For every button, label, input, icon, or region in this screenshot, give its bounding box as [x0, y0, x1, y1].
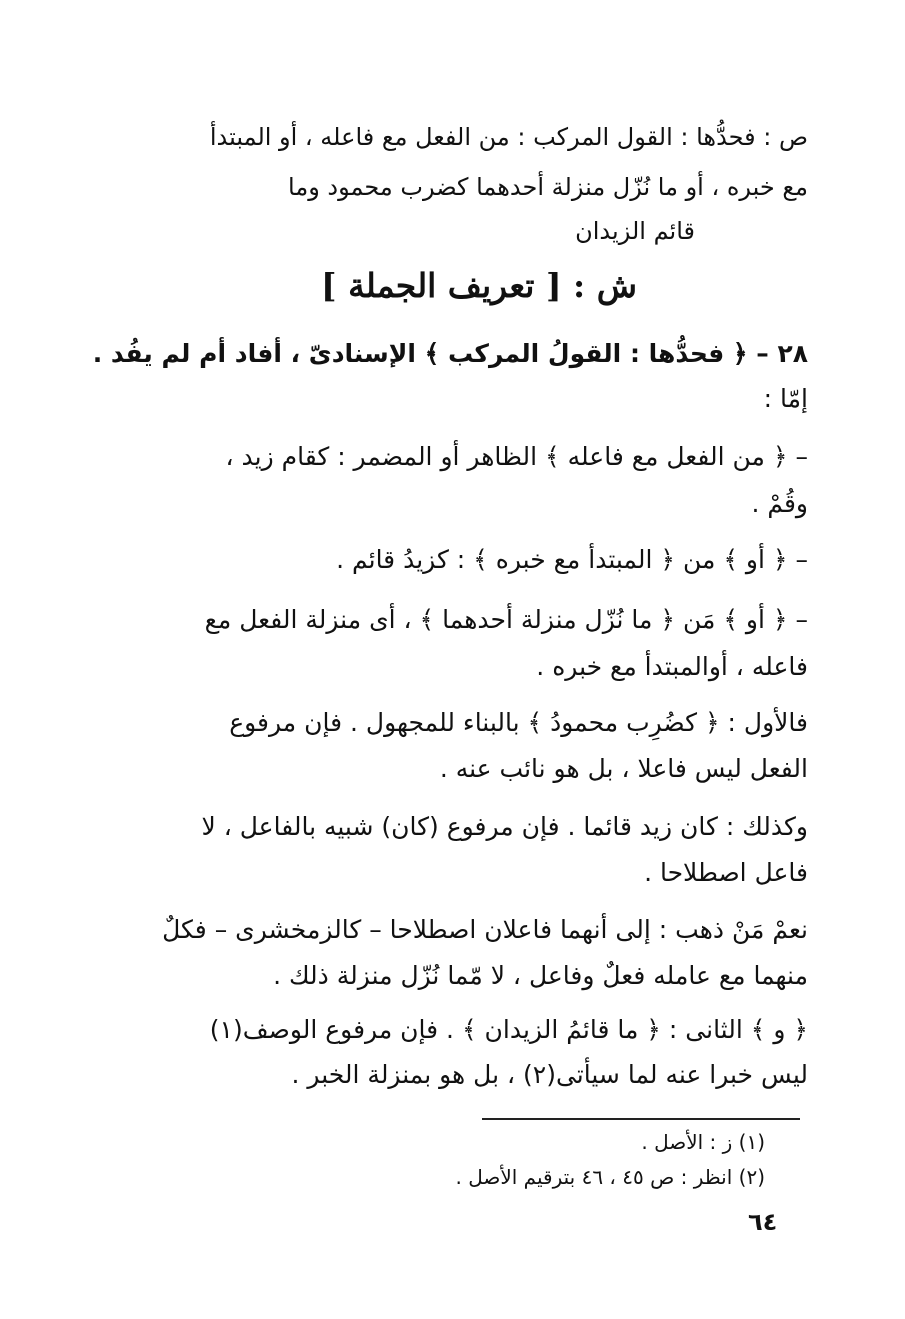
footnote-divider — [482, 1118, 800, 1120]
section-heading: ش : [ تعريف الجملة ] — [320, 266, 637, 305]
page-number: ٦٤ — [748, 1208, 778, 1236]
paragraph-line: ﴿ و ﴾ الثانى : ﴿ ما قائمُ الزيدان ﴾ . فإن مرفوع الوصف(١) — [209, 1015, 808, 1044]
matn-line-2: مع خبره ، أو ما نُزّل منزلة أحدهما كضرب محمود وما — [288, 173, 808, 201]
paragraph-line: فاعله ، أوالمبتدأ مع خبره . — [536, 652, 808, 681]
matn-line-3: قائم الزيدان — [575, 217, 695, 245]
paragraph-line: فالأول : ﴿ كضُرِب محمودُ ﴾ بالبناء للمجهول . فإن مرفوع — [229, 708, 808, 737]
footnote-1: (١) ز : الأصل . — [641, 1130, 765, 1154]
paragraph-line: وقُمْ . — [751, 489, 808, 518]
paragraph-line: – ﴿ أو ﴾ من ﴿ المبتدأ مع خبره ﴾ : كزيدُ قائم . — [336, 545, 808, 574]
paragraph-line: نعمْ مَنْ ذهب : إلى أنهما فاعلان اصطلاحا – كالزمخشرى – فكلٌ — [162, 915, 808, 944]
footnote-2: (٢) انظر : ص ٤٥ ، ٤٦ بترقيم الأصل . — [455, 1165, 765, 1189]
paragraph-line: ٢٨ – ﴿ فحدُّها : القولُ المركب ﴾ الإسنادىّ ، أفاد أم لم يفُد . — [92, 339, 808, 368]
paragraph-line: فاعل اصطلاحا . — [644, 858, 808, 887]
paragraph-line: – ﴿ أو ﴾ مَن ﴿ ما نُزّل منزلة أحدهما ﴾ ، أى منزلة الفعل مع — [204, 605, 808, 634]
paragraph-line: إمّا : — [763, 384, 808, 413]
paragraph-line: وكذلك : كان زيد قائما . فإن مرفوع (كان) شبيه بالفاعل ، لا — [201, 812, 808, 841]
matn-line-1: ص : فحدُّها : القول المركب : من الفعل مع فاعله ، أو المبتدأ — [209, 123, 808, 151]
paragraph-line: – ﴿ من الفعل مع فاعله ﴾ الظاهر أو المضمر : كقام زيد ، — [225, 442, 808, 471]
paragraph-line: منهما مع عامله فعلٌ وفاعل ، لا مّما نُزّل منزلة ذلك . — [273, 961, 808, 990]
paragraph-line: الفعل ليس فاعلا ، بل هو نائب عنه . — [439, 754, 808, 783]
paragraph-line: ليس خبرا عنه لما سيأتى(٢) ، بل هو بمنزلة الخبر . — [291, 1060, 808, 1089]
